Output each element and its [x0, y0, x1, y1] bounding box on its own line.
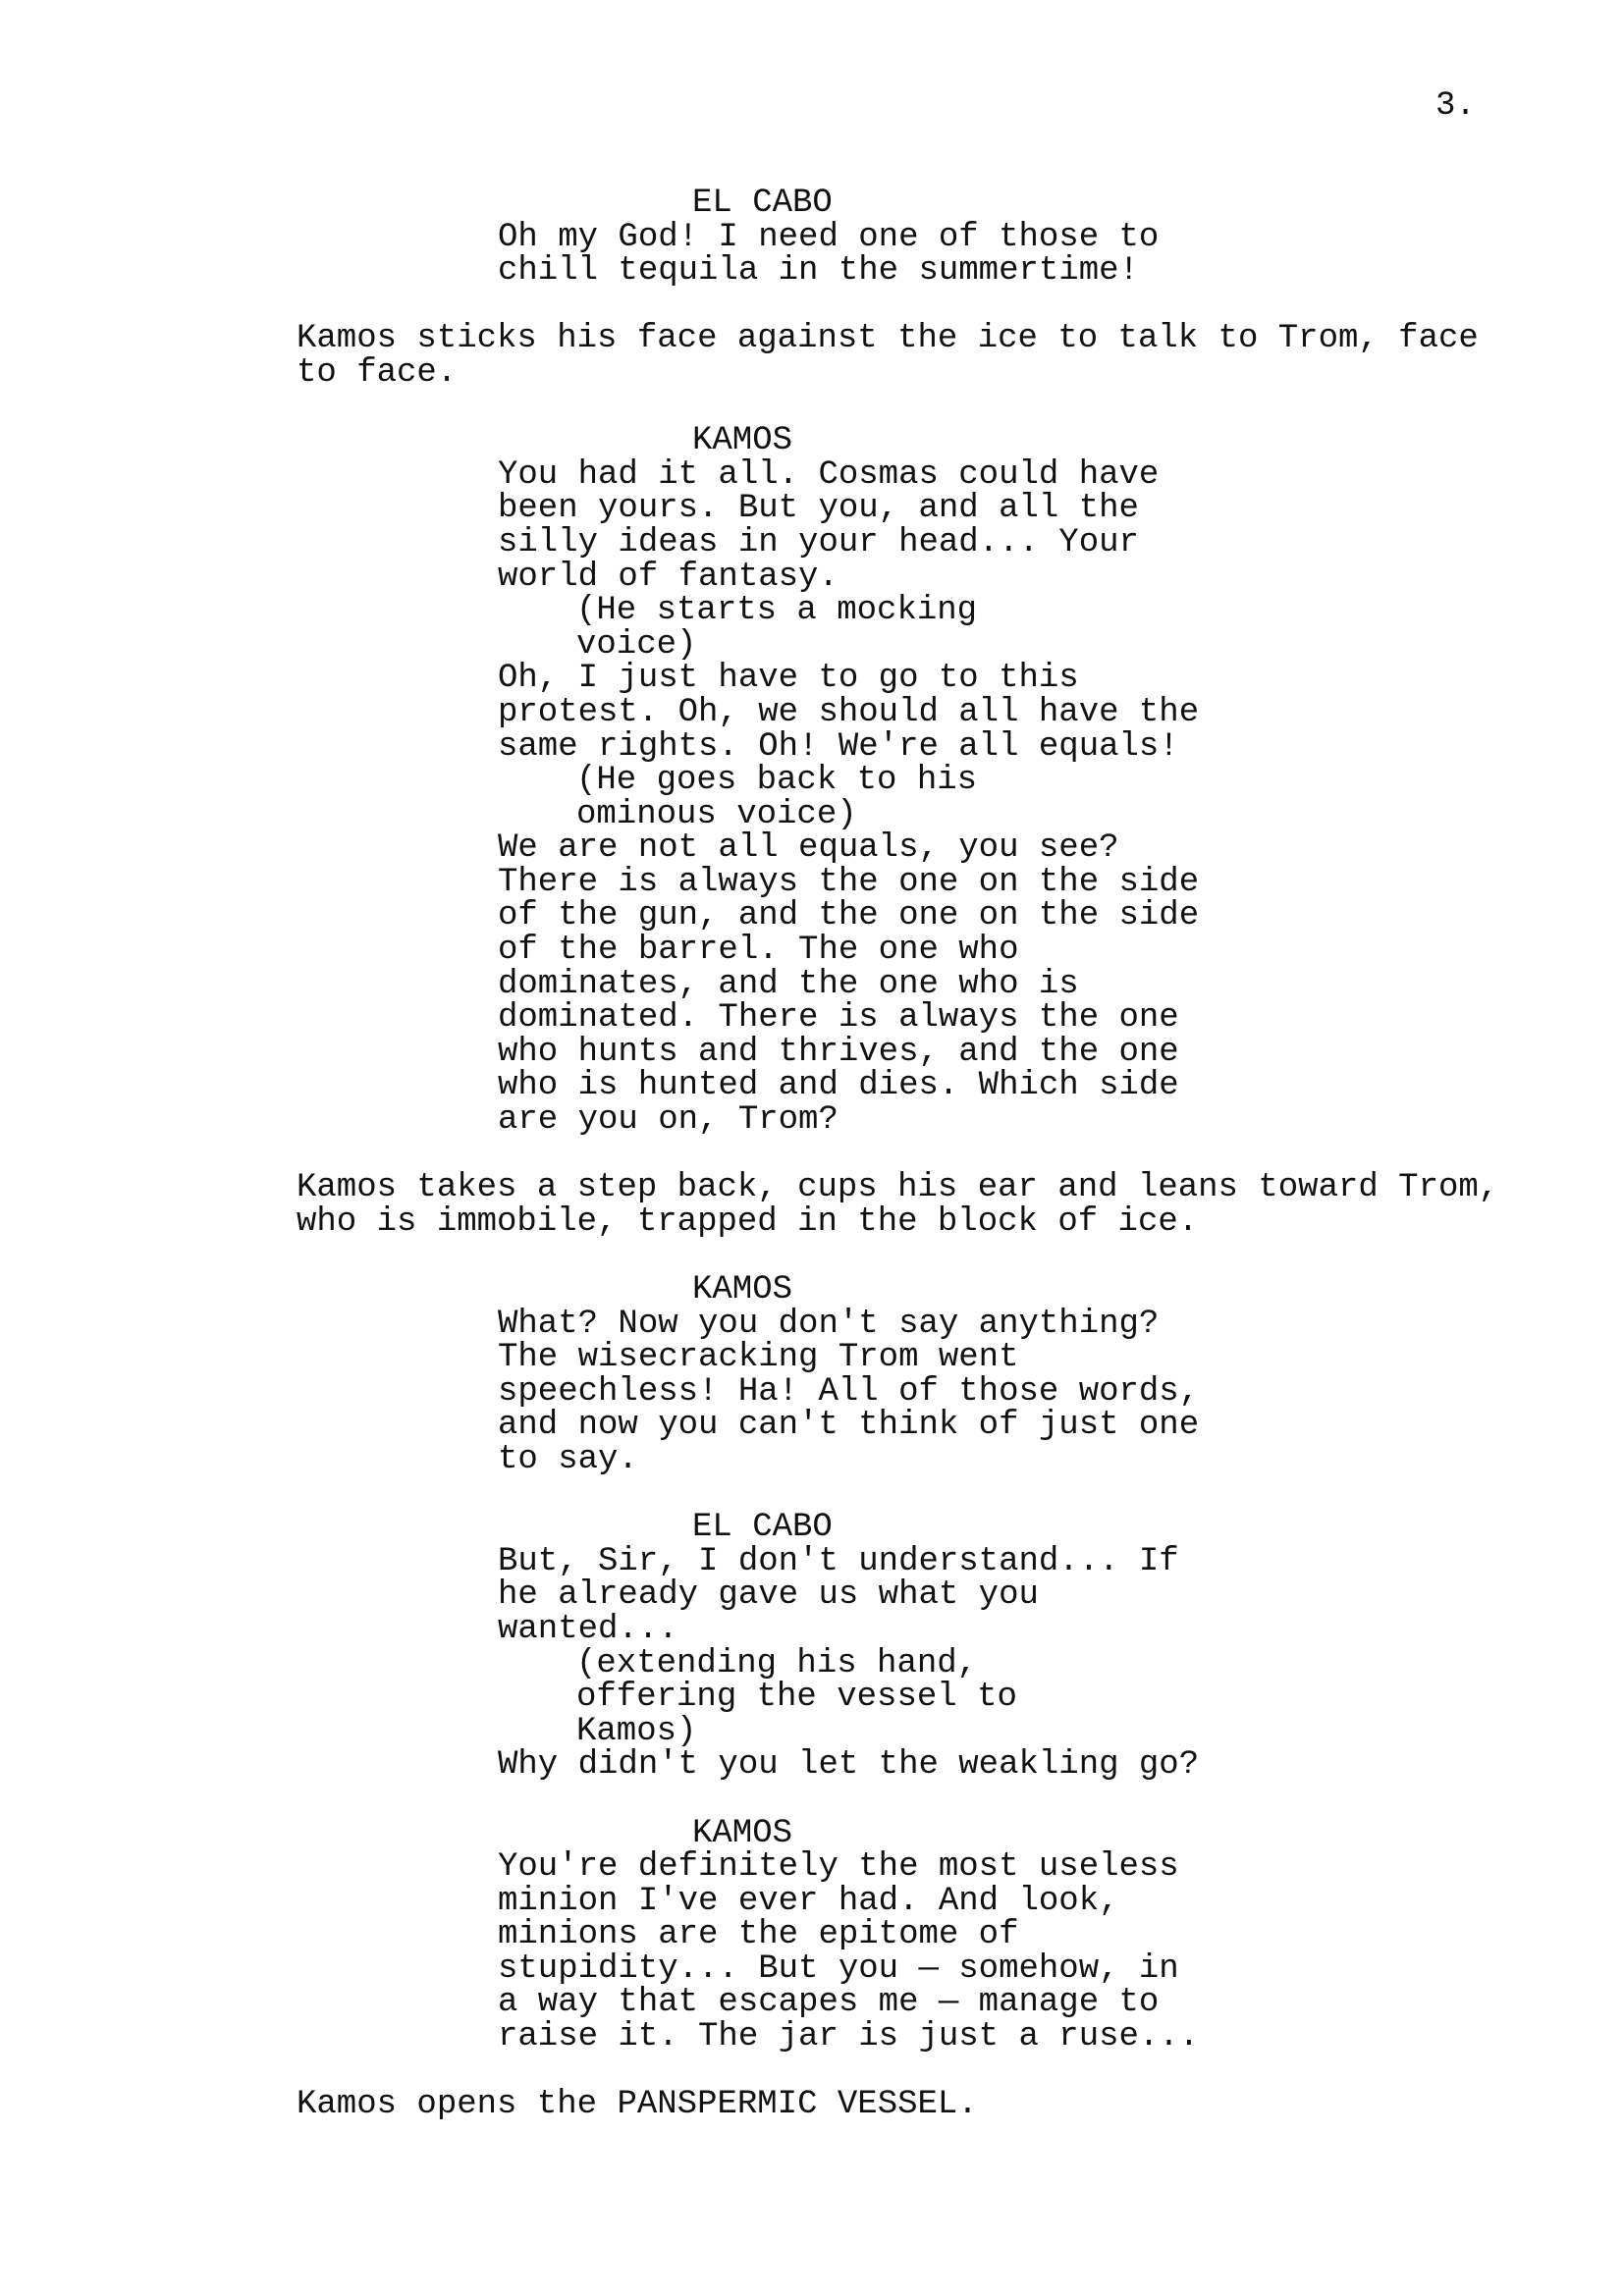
dialogue-text: What? Now you don't say anything? The wisecracking Trom went speechless! Ha! All of those words, and now you can't think of just one to say. [498, 1305, 1200, 1478]
character-name: KAMOS [692, 1271, 793, 1308]
action-line: Kamos sticks his face against the ice to talk to Trom, face to face. [297, 320, 1479, 392]
dialogue-text: But, Sir, I don't understand... If he already gave us what you wanted... [498, 1542, 1179, 1648]
character-name: KAMOS [692, 1814, 793, 1852]
character-name: EL CABO [692, 185, 833, 222]
dialogue-text: You had it all. Cosmas could have been yours. But you, and all the silly ideas in your head... Your world of fantasy. [498, 455, 1160, 596]
parenthetical: (He goes back to his ominous voice) [576, 762, 978, 833]
dialogue-block [0, 1511, 1623, 1783]
dialogue-text: Oh, I just have to go to this protest. Oh, we should all have the same rights. Oh! We're all equals! [498, 660, 1200, 766]
dialogue-text: Why didn't you let the weakling go? [498, 1746, 1200, 1785]
parenthetical: (He starts a mocking voice) [576, 592, 978, 664]
dialogue-text: We are not all equals, you see? There is always the one on the side of the gun, and the one on the side of the barrel. The one who dominates, and the one who is dominated. There is always the one who hunts and thrives, and the one who is hunted and dies. Which side are you on, Trom? [498, 829, 1200, 1140]
dialogue-block [0, 1273, 1623, 1477]
dialogue-text: Oh my God! I need one of those to chill tequila in the summertime! [498, 218, 1160, 291]
dialogue-text: You're definitely the most useless minion I've ever had. And look, minions are the epitome of stupidity... But you — somehow, in a way that escapes me — manage to raise it. The jar is just a ruse... [498, 1848, 1200, 2056]
dialogue-block [0, 422, 1623, 1140]
action-line: Kamos opens the PANSPERMIC VESSEL. [297, 2086, 978, 2124]
page-number: 3. [1435, 87, 1476, 125]
screenplay-body [0, 187, 1623, 2122]
character-name: KAMOS [692, 422, 793, 460]
dialogue-block [0, 187, 1623, 289]
parenthetical: (extending his hand, offering the vessel to Kamos) [576, 1644, 1017, 1750]
character-name: EL CABO [692, 1509, 833, 1547]
action-line: Kamos takes a step back, cups his ear and leans toward Trom, who is immobile, trapped in the block of ice. [297, 1169, 1499, 1241]
dialogue-block [0, 1814, 1623, 2056]
